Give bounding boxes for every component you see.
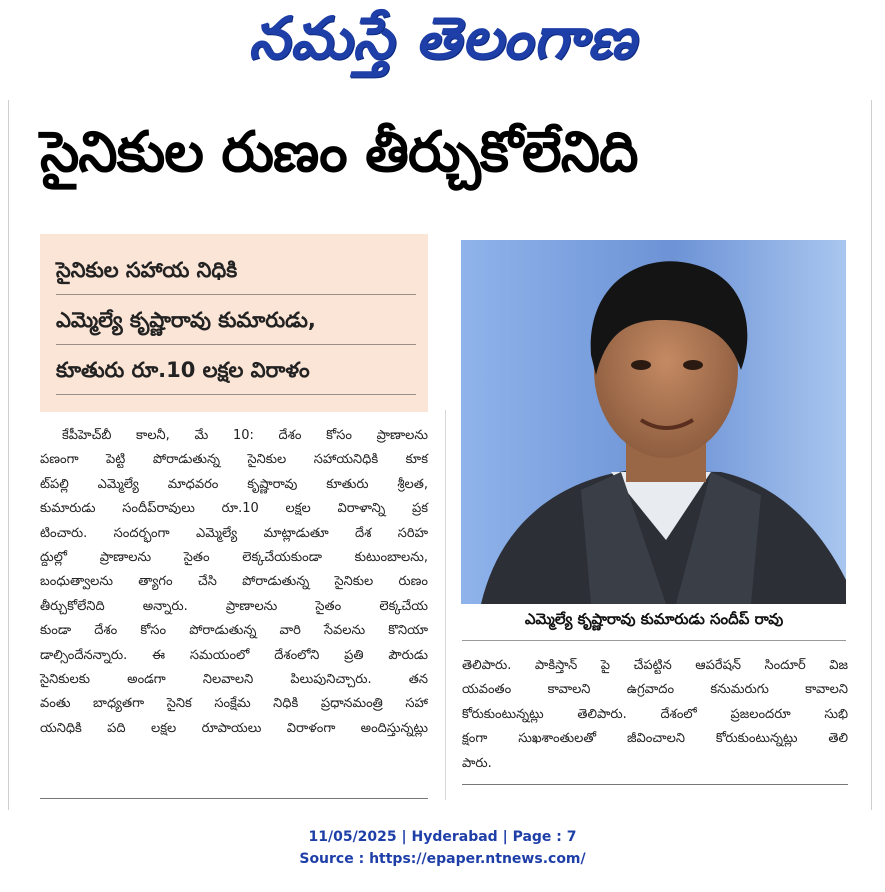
- subhead-line-3: కూతురు రూ.10 లక్షల విరాళం: [56, 358, 416, 395]
- article-line: ట్‌పల్లి ఎమ్మెల్యే మాధవరం కృష్ణారావు కూతురు శ్రీలత,: [40, 476, 428, 492]
- photo-caption: ఎమ్మెల్యే కృష్ణారావు కుమారుడు సందీప్ రావు: [524, 610, 784, 628]
- article-line: కుమారుడు సందీప్‌రావులు రూ.10 లక్షల విరాళాన్ని ప్రక: [40, 501, 428, 517]
- masthead-title: నమస్తే తెలంగాణ: [248, 3, 637, 72]
- subhead-line-2: ఎమ్మెల్యే కృష్ణారావు కుమారుడు,: [56, 308, 416, 345]
- caption-rule: [462, 640, 846, 641]
- article-body-right: [462, 654, 848, 776]
- article-line: కేపీహెచ్‌బీ కాలనీ, మే 10: దేశం కోసం ప్రాణాలను: [62, 428, 428, 443]
- article-line: వంతు బాధ్యతగా సైనిక సంక్షేమ నిధికి ప్రధానమంత్రి సహా: [40, 696, 428, 712]
- article-line: తెలిపారు. పాకిస్తాన్ పై చేపట్టిన ఆపరేషన్ సిందూర్ విజ: [462, 658, 848, 673]
- subhead-box: [40, 234, 428, 412]
- headline: సైనికుల రుణం తీర్చుకోలేనిది: [40, 120, 638, 185]
- subhead-line-1: సైనికుల సహాయ నిధికి: [56, 258, 416, 295]
- article-line: ద్దుల్లో ప్రాణాలను సైతం లెక్కచేయకుండా కుటుంబాలను,: [40, 550, 428, 566]
- article-line: డాల్సిందేనన్నారు. ఈ సమయంలో దేశంలోని ప్రతి పౌరుడు: [40, 647, 428, 663]
- footer-date-line: 11/05/2025 | Hyderabad | Page : 7: [308, 829, 577, 845]
- article-line: కోరుకుంటున్నట్లు తెలిపారు. దేశంలో ప్రజలందరూ సుభి: [462, 706, 848, 722]
- column-rule: [445, 410, 446, 800]
- portrait-photo: [461, 240, 846, 604]
- article-body-left: [40, 424, 428, 741]
- footer-source-line: Source : https://epaper.ntnews.com/: [299, 851, 586, 867]
- article-line: పణంగా పెట్టి పోరాడుతున్న సైనికుల సహాయనిధికి కూక: [40, 452, 428, 468]
- article-line: సైనికులకు అండగా నిలవాలని పిలుపునిచ్చారు. తన: [40, 672, 428, 688]
- article-end-rule: [462, 784, 848, 785]
- article-end-rule: [40, 798, 428, 799]
- article-line: యనిధికి పది లక్షల రూపాయలు విరాళంగా అందిస్తున్నట్లు: [40, 720, 428, 736]
- article-line: టించారు. సందర్భంగా ఎమ్మెల్యే మాట్లాడుతూ దేశ సరిహ: [40, 525, 428, 541]
- article-line: తీర్చుకోలేనిది అన్నారు. ప్రాణాలను సైతం లెక్కచేయ: [40, 598, 428, 614]
- masthead: [0, 0, 885, 90]
- article-line: యవంతం కావాలని ఉగ్రవాదం కనుమరుగు కావాలని: [462, 682, 848, 698]
- article-line: కుండా దేశం కోసం పోరాడుతున్న వారి సేవలను కొనియా: [40, 623, 428, 639]
- article-line: పారు.: [462, 755, 492, 771]
- article-line: బంధుత్వాలను త్యాగం చేసి పోరాడుతున్న సైనికుల రుణం: [40, 574, 428, 590]
- footer: [0, 826, 885, 870]
- article-line: క్షంగా సుఖశాంతులతో జీవించాలని కోరుకుంటున్నట్లు తెలి: [462, 731, 848, 747]
